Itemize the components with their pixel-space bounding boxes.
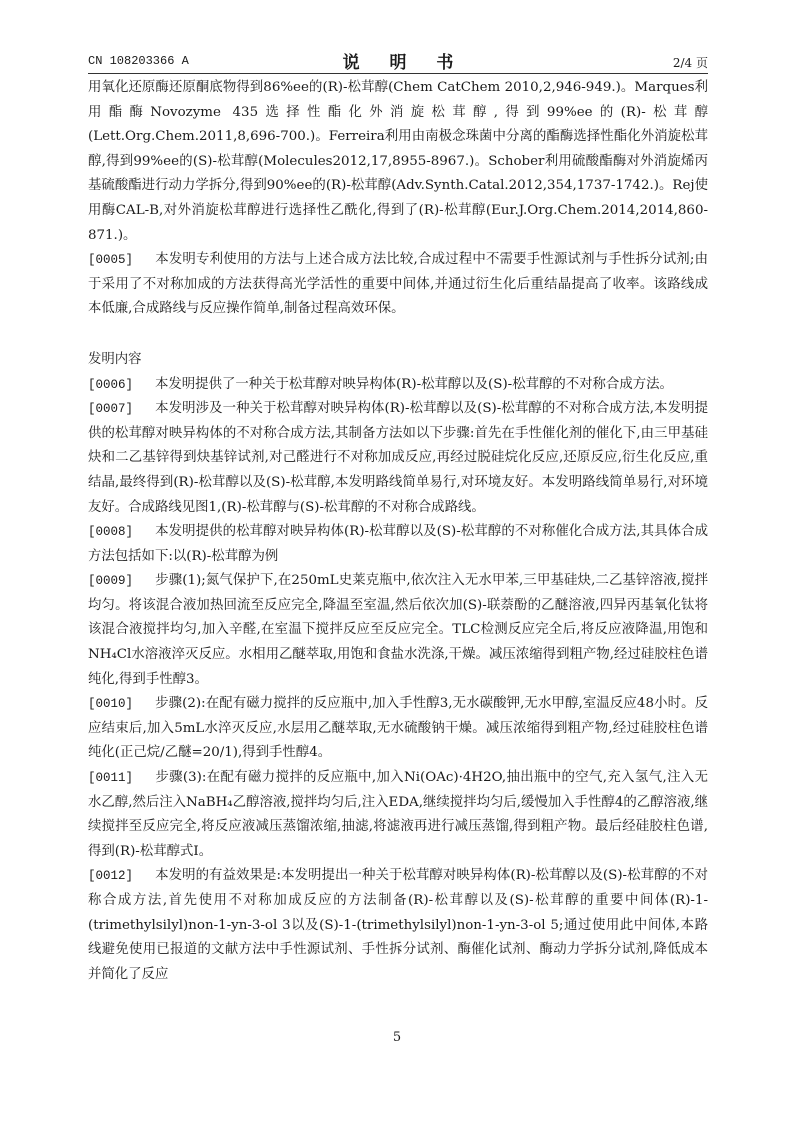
paragraph-number: [0007] [88, 402, 134, 417]
paragraph-number: [0008] [88, 525, 134, 540]
document-body [88, 76, 708, 987]
paragraph-text: 本发明提供的松茸醇对映异构体(R)-松茸醇以及(S)-松茸醇的不对称催化合成方法,其具体合成方法包括如下:以(R)-松茸醇为例 [88, 524, 708, 564]
paragraph-number: [0012] [88, 869, 134, 884]
paragraph-text: 步骤(1);氮气保护下,在250mL史莱克瓶中,依次注入无水甲苯,三甲基硅炔,二乙基锌溶液,搅拌均匀。将该混合液加热回流至反应完全,降温至室温,然后依次加(S)-联萘酚的乙醚溶液,四异丙基氧化钛将该混合液搅拌均匀,加入辛醛,在室温下搅拌反应至反应完全。TLC检测反应完全后,将反应液降温,用饱和NH₄Cl水溶液淬灭反应。水相用乙醚萃取,用饱和食盐水洗涤,干燥。减压浓缩得到粗产物,经过硅胶柱色谱纯化,得到手性醇3。 [88, 573, 708, 687]
paragraph-0009 [88, 569, 708, 692]
paragraph-0011 [88, 766, 708, 864]
paragraph-0012 [88, 864, 708, 987]
paragraph-number: [0005] [88, 253, 134, 268]
paragraph-number: [0010] [88, 697, 134, 712]
paragraph-0007 [88, 397, 708, 520]
page-indicator: 2/4 页 [672, 56, 708, 70]
publication-number: CN 108203366 A [88, 54, 189, 68]
paragraph-0008 [88, 520, 708, 569]
paragraph-0010 [88, 692, 708, 766]
paragraph-0006 [88, 373, 708, 398]
paragraph-text: 本发明的有益效果是:本发明提出一种关于松茸醇对映异构体(R)-松茸醇以及(S)-松茸醇的不对称合成方法,首先使用不对称加成反应的方法制备(R)-松茸醇以及(S)-松茸醇的重要中间体(R)-1-(trimethylsilyl)non-1-yn-3-ol 3以及(S)-1-(trimethylsilyl)non-1-yn-3-ol 5;通过使用此中间体,本路线避免使用已报道的文献方法中手性源试剂、手性拆分试剂、酶催化试剂、酶动力学拆分试剂,降低成本并简化了反应 [88, 868, 708, 982]
paragraph-text: 步骤(2):在配有磁力搅拌的反应瓶中,加入手性醇3,无水碳酸钾,无水甲醇,室温反应48小时。反应结束后,加入5mL水淬灭反应,水层用乙醚萃取,无水硫酸钠干燥。减压浓缩得到粗产物,经过硅胶柱色谱纯化(正己烷/乙醚=20/1),得到手性醇4。 [88, 696, 708, 761]
paragraph-text: 用氧化还原酶还原酮底物得到86%ee的(R)-松茸醇(Chem CatChem 2010,2,946-949.)。Marques利用酯酶Novozyme 435选择性酯化外消旋松茸醇,得到99%ee的(R)-松茸醇(Lett.Org.Chem.2011,8,696-700.)。Ferreira利用由南极念珠菌中分离的酯酶选择性酯化外消旋松茸醇,得到99%ee的(S)-松茸醇(Molecules2012,17,8955-8967.)。Schober利用硫酸酯酶对外消旋烯丙基硫酸酯进行动力学拆分,得到90%ee的(R)-松茸醇(Adv.Synth.Catal.2012,354,1737-1742.)。Rej使用酶CAL-B,对外消旋松茸醇进行选择性乙酰化,得到了(R)-松茸醇(Eur.J.Org.Chem.2014,2014,860-871.)。 [88, 80, 708, 243]
paragraph-text: 本发明提供了一种关于松茸醇对映异构体(R)-松茸醇以及(S)-松茸醇的不对称合成方法。 [155, 376, 673, 392]
paragraph-number: [0009] [88, 574, 134, 589]
header-rule [88, 73, 708, 74]
paragraph-number: [0006] [88, 377, 134, 392]
paragraph-continued [88, 76, 708, 248]
paragraph-number: [0011] [88, 771, 134, 786]
paragraph-text: 步骤(3):在配有磁力搅拌的反应瓶中,加入Ni(OAc)·4H2O,抽出瓶中的空气,充入氢气,注入无水乙醇,然后注入NaBH₄乙醇溶液,搅拌均匀后,注入EDA,继续搅拌均匀后,缓慢加入手性醇4的乙醇溶液,继续搅拌至反应完全,将反应液减压蒸馏浓缩,抽滤,将滤液再进行减压蒸馏,得到粗产物。最后经硅胶柱色谱,得到(R)-松茸醇式I。 [88, 770, 708, 859]
document-title: 说 明 书 [342, 53, 466, 73]
paragraph-0005 [88, 248, 708, 322]
paragraph-text: 本发明涉及一种关于松茸醇对映异构体(R)-松茸醇以及(S)-松茸醇的不对称合成方法,本发明提供的松茸醇对映异构体的不对称合成方法,其制备方法如以下步骤:首先在手性催化剂的催化下,由三甲基硅炔和二乙基锌得到炔基锌试剂,对己醛进行不对称加成反应,再经过脱硅烷化反应,还原反应,衍生化反应,重结晶,最终得到(R)-松茸醇以及(S)-松茸醇,本发明路线简单易行,对环境友好。本发明路线简单易行,对环境友好。合成路线见图1,(R)-松茸醇与(S)-松茸醇的不对称合成路线。 [88, 401, 708, 515]
section-heading: 发明内容 [88, 351, 142, 367]
page-header [88, 48, 708, 73]
paragraph-text: 本发明专利使用的方法与上述合成方法比较,合成过程中不需要手性源试剂与手性拆分试剂;由于采用了不对称加成的方法获得高光学活性的重要中间体,并通过衍生化后重结晶提高了收率。该路线成本低廉,合成路线与反应操作简单,制备过程高效环保。 [88, 252, 708, 317]
page-number: 5 [392, 1030, 402, 1045]
